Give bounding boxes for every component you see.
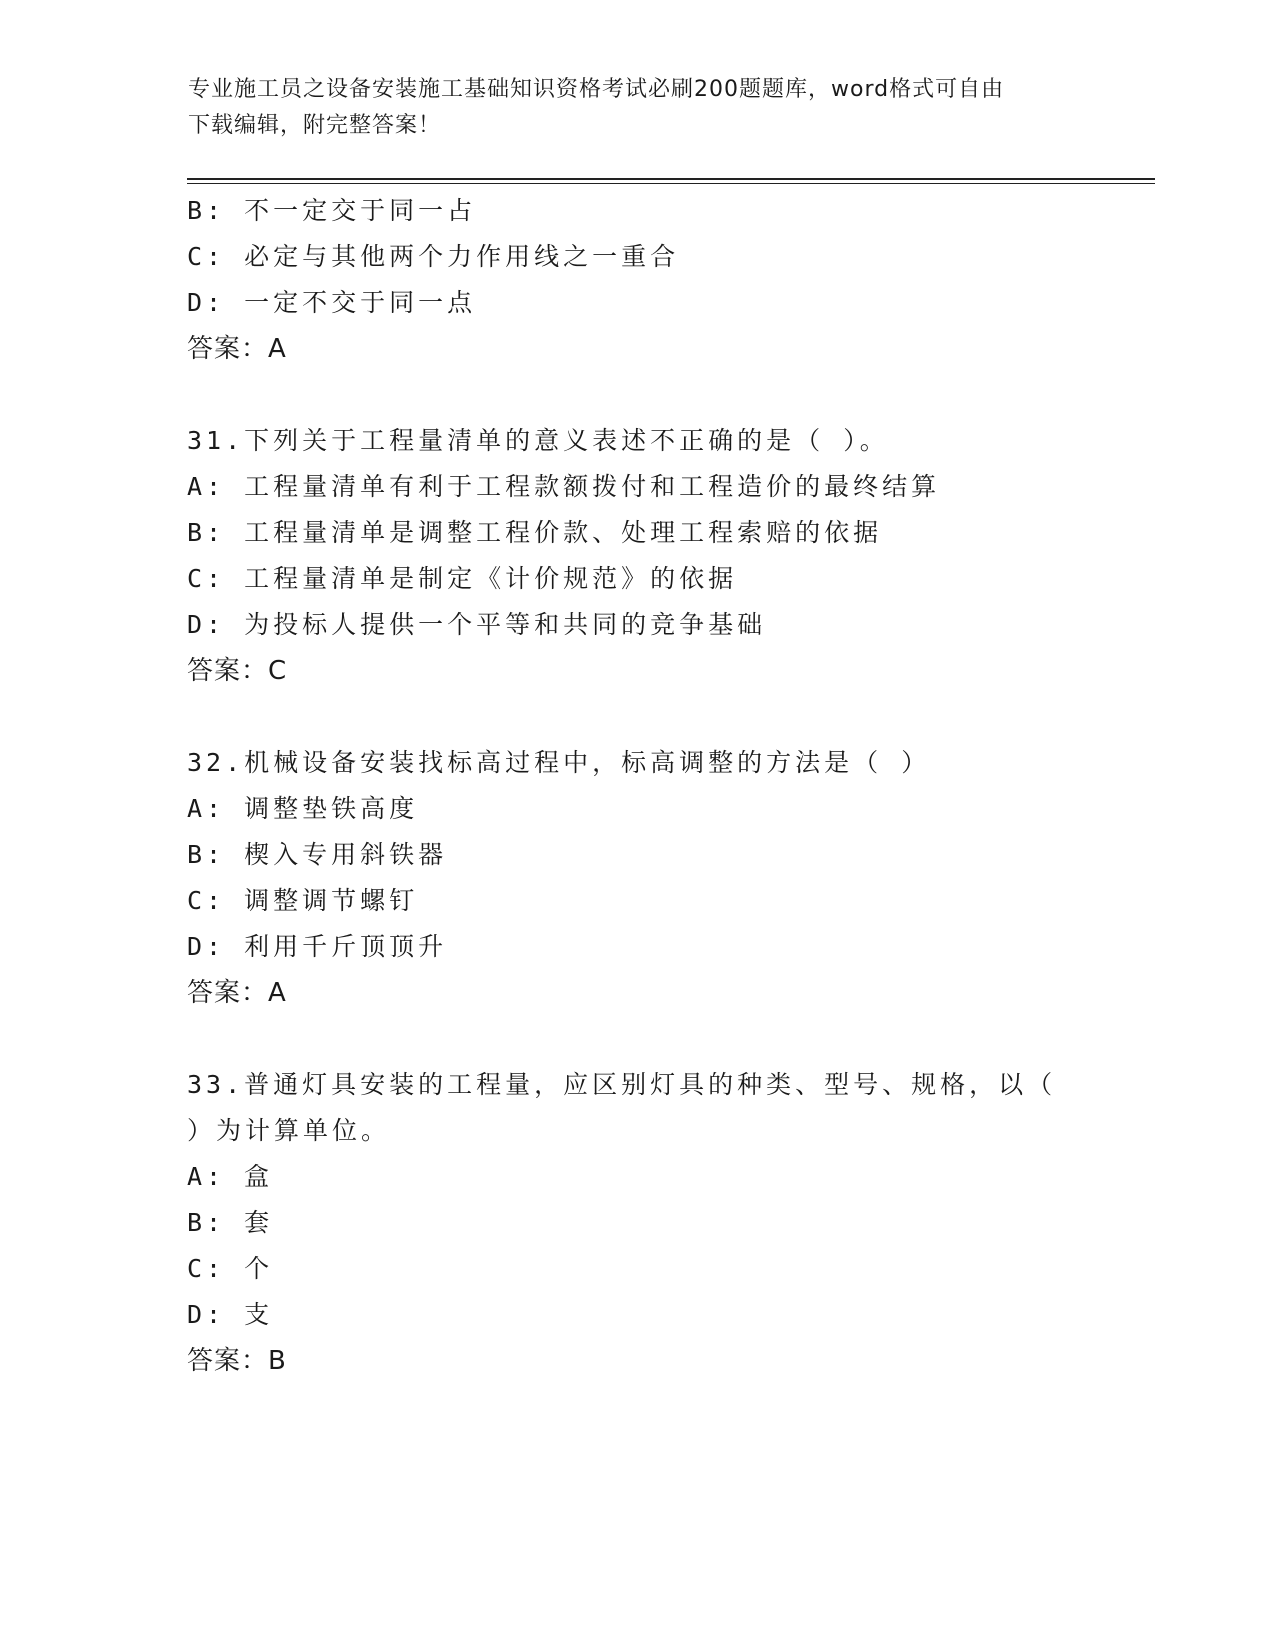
question-stem-line-2: ）为计算单位。 <box>187 1116 391 1145</box>
option-c: C: 个 <box>187 1254 274 1283</box>
question-30-tail <box>187 188 1087 372</box>
question-stem: 31.下列关于工程量清单的意义表述不正确的是（ ）。 <box>187 426 889 455</box>
option-c: C: 必定与其他两个力作用线之一重合 <box>187 242 680 271</box>
option-d: D: 利用千斤顶顶升 <box>187 932 448 961</box>
option-a: A: 盒 <box>187 1162 274 1191</box>
question-31 <box>187 418 1087 694</box>
header-divider-thick <box>187 178 1155 180</box>
option-c: C: 调整调节螺钉 <box>187 886 419 915</box>
spacer <box>187 372 1087 418</box>
option-a: A: 调整垫铁高度 <box>187 794 419 823</box>
option-a: A: 工程量清单有利于工程款额拨付和工程造价的最终结算 <box>187 472 941 501</box>
option-c: C: 工程量清单是制定《计价规范》的依据 <box>187 564 738 593</box>
question-32 <box>187 740 1087 1016</box>
option-b: B: 工程量清单是调整工程价款、处理工程索赔的依据 <box>187 518 883 547</box>
option-b: B: 楔入专用斜铁器 <box>187 840 448 869</box>
header-line-2: 下载编辑，附完整答案！ <box>188 113 442 138</box>
answer: 答案：A <box>187 334 287 364</box>
answer: 答案：A <box>187 978 287 1008</box>
header-divider-thin <box>187 183 1155 184</box>
option-d: D: 为投标人提供一个平等和共同的竞争基础 <box>187 610 767 639</box>
question-33 <box>187 1062 1087 1384</box>
document-body <box>187 188 1087 1384</box>
option-b: B: 套 <box>187 1208 274 1237</box>
option-d: D: 一定不交于同一点 <box>187 288 477 317</box>
header-line-1: 专业施工员之设备安装施工基础知识资格考试必刷200题题库，word格式可自由 <box>188 77 1005 102</box>
answer: 答案：C <box>187 656 288 686</box>
spacer <box>187 1016 1087 1062</box>
answer: 答案：B <box>187 1346 287 1376</box>
option-b: B: 不一定交于同一占 <box>187 196 477 225</box>
spacer <box>187 694 1087 740</box>
page-header <box>188 72 1088 144</box>
question-stem: 32.机械设备安装找标高过程中，标高调整的方法是（ ） <box>187 748 931 777</box>
question-stem-line-1: 33.普通灯具安装的工程量，应区别灯具的种类、型号、规格，以（ <box>187 1070 1057 1099</box>
option-d: D: 支 <box>187 1300 274 1329</box>
